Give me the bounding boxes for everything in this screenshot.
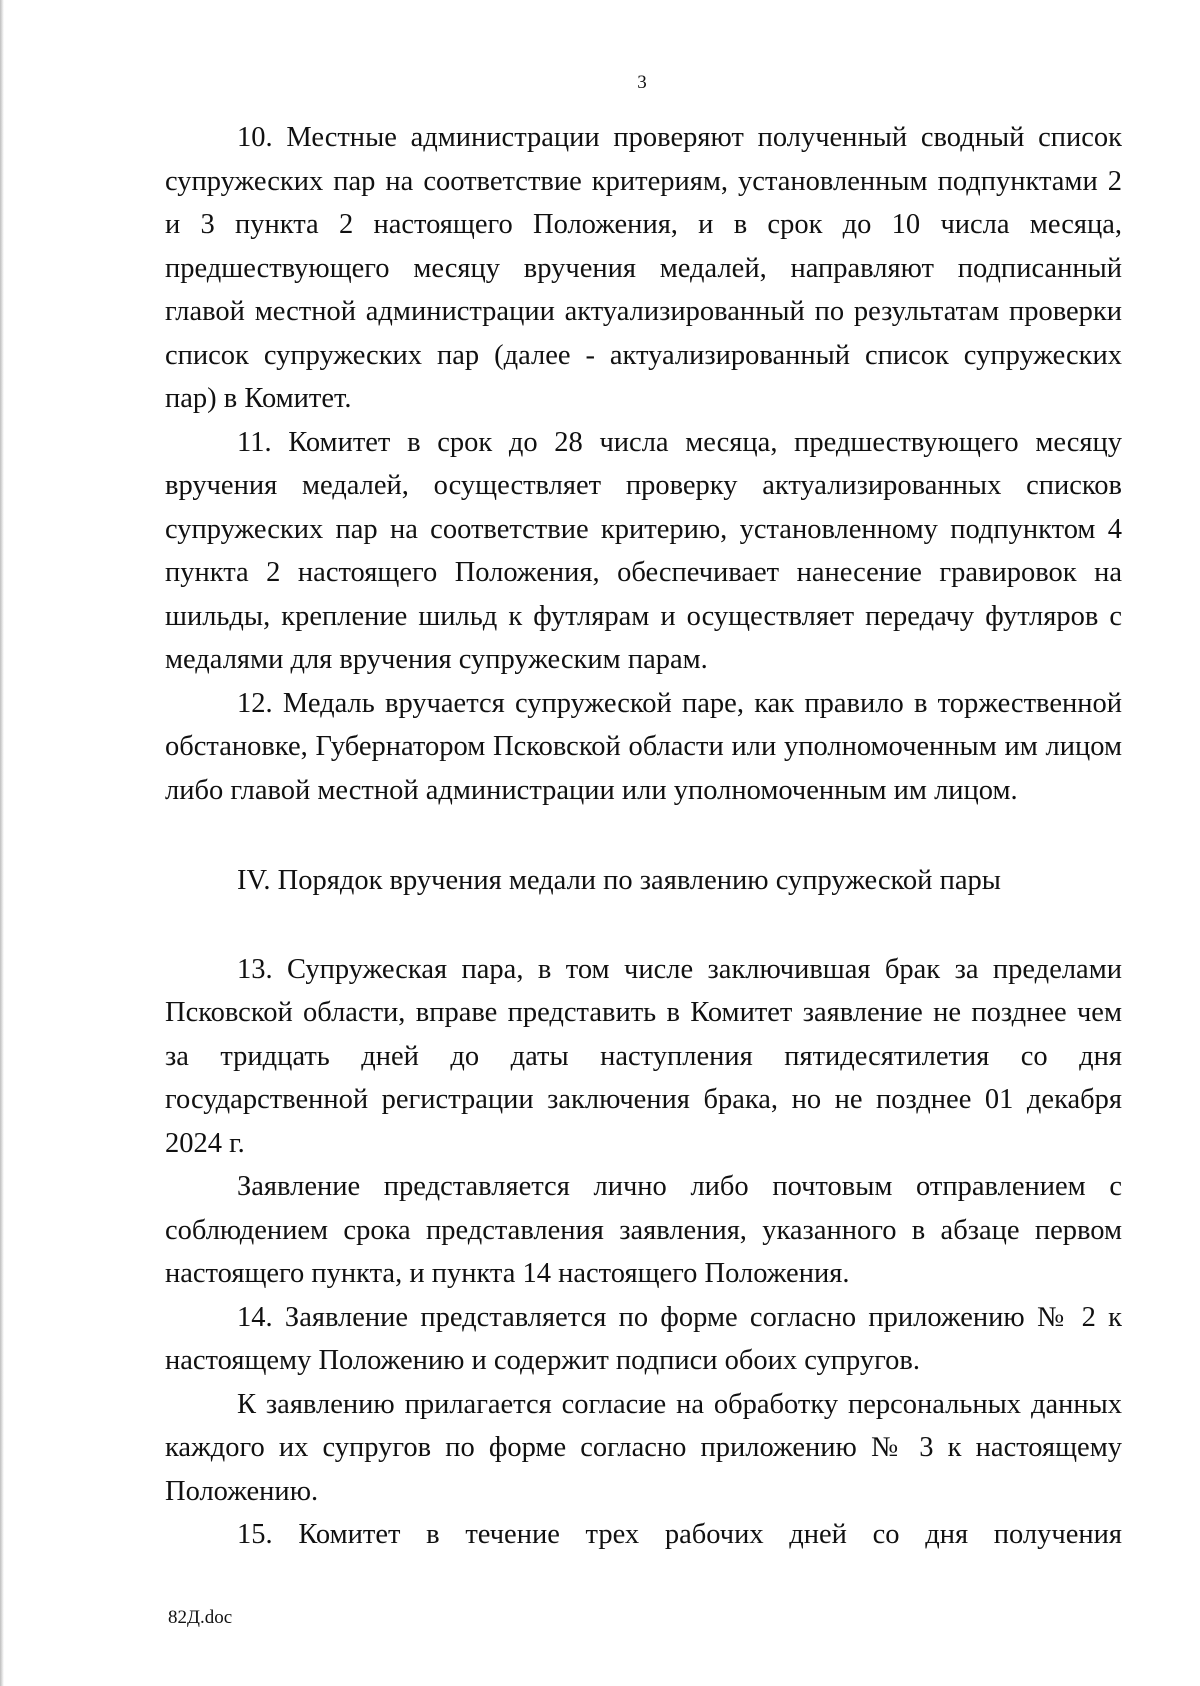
paragraph-15: 15. Комитет в течение трех рабочих дней со дня получения <box>237 1519 1122 1550</box>
paragraph-14: 14. Заявление представляется по форме согласно приложению № 2 к настоящему Положению и содержит подписи обоих супругов. <box>165 1301 1122 1376</box>
paragraph-10: 10. Местные администрации проверяют полученный сводный список супружеских пар на соответствие критериям, установленным подпунктами 2 и 3 пункта 2 настоящего Положения, и в срок до 10 числа месяца, предшествующего месяцу вручения медалей, направляют подписанный главой местной администрации актуализированный по результатам проверки список супружеских пар (далее - актуализированный список супружеских пар) в Комитет. <box>165 122 1122 414</box>
document-body <box>165 116 1122 1557</box>
paragraph-14-second: К заявлению прилагается согласие на обработку персональных данных каждого их супругов по форме согласно приложению № 3 к настоящему Положению. <box>165 1388 1122 1507</box>
paragraph-12: 12. Медаль вручается супружеской паре, как правило в торжественной обстановке, Губернатором Псковской области или уполномоченным им лицом либо главой местной администрации или уполномоченным им лицом. <box>165 687 1122 806</box>
scan-edge <box>0 0 4 1686</box>
section-heading: IV. Порядок вручения медали по заявлению супружеской пары <box>237 865 1001 896</box>
paragraph-13: 13. Супружеская пара, в том числе заключившая брак за пределами Псковской области, вправе представить в Комитет заявление не позднее чем за тридцать дней до даты наступления пятидесятилетия со дня государственной регистрации заключения брака, но не позднее 01 декабря 2024 г. <box>165 953 1122 1159</box>
page-number: 3 <box>637 72 647 93</box>
document-filename: 82Д.doc <box>168 1607 233 1628</box>
paragraph-11: 11. Комитет в срок до 28 числа месяца, предшествующего месяцу вручения медалей, осуществляет проверку актуализированных списков супружеских пар на соответствие критерию, установленному подпунктом 4 пункта 2 настоящего Положения, обеспечивает нанесение гравировок на шильды, крепление шильд к футлярам и осуществляет передачу футляров с медалями для вручения супружеским парам. <box>165 426 1122 675</box>
paragraph-13-second: Заявление представляется лично либо почтовым отправлением с соблюдением срока представления заявления, указанного в абзаце первом настоящего пункта, и пункта 14 настоящего Положения. <box>165 1171 1122 1289</box>
